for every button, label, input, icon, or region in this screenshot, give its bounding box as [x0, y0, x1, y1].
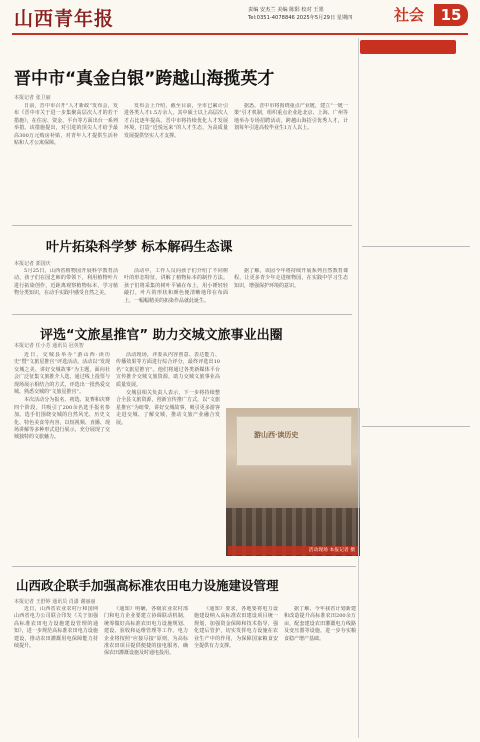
paragraph: 活动中，工作人员向孩子们介绍了不同树叶的形态特征，讲解了植物标本的制作方法。孩子们将采集的树叶平铺在布上，用小锤轻轻敲打，叶片的形状和颜色便清晰地印在布面上，一幅幅精美的拓染作品就此诞生。: [124, 268, 228, 304]
article-2-col-3: [234, 268, 348, 310]
date-line: Tel:0351-4078846 2025年5月29日 星期四: [248, 15, 353, 21]
paragraph: 《通知》明确，各级农业农村部门和电力企业要建立协调联动机制，统筹做好高标准农田电力设施规划、建设、验收和运维管理等工作。电力企业将按照“应接尽接”原则，为高标准农田项目提供便捷的接电服务，确保农田灌溉设施及时通电投用。: [104, 606, 188, 657]
article-4-title: 山西政企联手加强高标准农田电力设施建设管理: [16, 578, 279, 593]
article-3-byline: 本报记者 任小芳 通讯员 冠英智: [14, 343, 84, 349]
sidebar-2-body: [364, 285, 468, 423]
article-2-col-2: [124, 268, 228, 310]
paragraph: 日前，晋中市召开“人才新政”发布会，发布《晋中市关于进一步集聚高层次人才的若干措施》，在住房、资金、平台等方面出台一系列举措。该措施提出，对引进的顶尖人才给予最高300万元购房补贴，对青年人才提供生活补贴和人才公寓保障。: [14, 103, 118, 147]
paragraph: 交城县相关负责人表示，下一步将持续整合全县文旅资源，创新宣传推广方式，以“文旅星推官”为纽带，讲好交城故事，吸引更多游客走进交城、了解交城，推动文旅产业融合发展。: [116, 390, 220, 426]
article-4-col-1: [14, 606, 98, 736]
page-number: 15: [434, 4, 468, 26]
stage-backdrop: [236, 416, 352, 466]
article-1-title: 晋中市“真金白银”跨越山海揽英才: [14, 69, 275, 89]
article-3-col-2: [116, 352, 220, 562]
page-meta: [248, 6, 398, 22]
article-4-col-3: [194, 606, 278, 736]
article-2-col-1: [14, 268, 118, 310]
event-photo: [226, 408, 360, 556]
divider: [12, 314, 352, 315]
article-4-col-4: [284, 606, 356, 736]
article-3-col-1: [14, 352, 110, 562]
article-4-byline: 本报记者 王舒婷 通讯员 肖潇 谢丽丽: [14, 599, 96, 605]
paragraph: 发布会上介绍，截至目前，全市已累计引进各类人才1.5万余人，其中硕士以上高层次人才占比逐年提高。晋中市将持续优化人才发展环境，打造“近悦远来”的人才生态，为高质量发展提供坚实人才支撑。: [124, 103, 228, 139]
paragraph: 近日，交城县举办“游山西·读历史”暨“文旅星推官”评选活动。活动以“发现交城之美、讲好交城故事”为主题，面向社会广泛征集文旅推介人选，通过线上投票与现场展示相结合的方式，评选出一批热爱交城、熟悉交城的“文旅星推官”。: [14, 352, 110, 396]
article-1-byline: 本报记者 张卫丽: [14, 95, 51, 101]
divider: [362, 426, 470, 427]
paragraph: 据悉，晋中市将围绕重点产业链，建立“一链一策”引才机制，组织重点企业赴北京、上海、广州等地举办专场招聘活动，跨越山海招引优秀人才，计划每年引进高校毕业生1万人以上。: [234, 103, 348, 132]
photo-caption: 活动现场 本报记者 摄: [228, 546, 358, 555]
paragraph: 5月25日，山西省植物园开展科学教育活动，孩子们在园艺师的带领下，利用植物叶片进行拓染创作，近距离观察植物标本，学习植物分类知识，在动手实践中感受自然之美。: [14, 268, 118, 297]
sidebar-banner: [360, 40, 456, 54]
paragraph: 《通知》要求，各地要将电力设施建设纳入高标准农田建设项目统一规划，加强资金保障和技术指导，强化建后管护，切实发挥电力设施在农业生产中的作用，为保障国家粮食安全提供有力支撑。: [194, 606, 278, 650]
editor-line: 责编 安杰兰 美编 陈阳 校对 王墨: [248, 7, 324, 13]
divider: [12, 566, 356, 567]
article-3-col-3-top: [226, 352, 356, 404]
newspaper-logo: 山西青年报: [14, 8, 115, 30]
article-2-title: 叶片拓染科学梦 标本解码生态课: [46, 240, 233, 255]
sidebar-divider: [358, 38, 359, 738]
section-name: 社会: [394, 6, 425, 24]
sidebar-1-body: [364, 99, 468, 243]
article-3-title: 评选“文旅星推官” 助力交城文旅事业出圈: [40, 328, 283, 343]
paragraph: 近日，山西省农业农村厅和国网山西省电力公司联合印发《关于加强高标准农田电力设施建设管理的通知》，进一步规范高标准农田电力设施建设，推动农田灌溉用电保障能力持续提升。: [14, 606, 98, 650]
masthead: [0, 0, 480, 38]
article-1-col-1: [14, 103, 118, 221]
article-1-col-3: [234, 103, 348, 221]
masthead-rule: [12, 33, 468, 35]
paragraph: 活动现场，评委从内容创意、表达能力、传播效果等方面进行综合评分，最终评选出10名“文旅星推官”。他们将通过各类新媒体平台宣传推介交城文旅资源，助力交城文旅事业高质量发展。: [116, 352, 220, 388]
article-4-col-2: [104, 606, 188, 736]
divider: [362, 246, 470, 247]
paragraph: 据了解，今年我省计划新建和改造提升高标准农田200余万亩，配套建设农田灌溉电力线路及变压器等设施，进一步夯实粮食稳产增产基础。: [284, 606, 356, 642]
stage-text: 游山西·读历史: [254, 430, 299, 439]
sidebar-3-body: [364, 467, 468, 737]
divider: [12, 225, 352, 226]
paragraph: 据了解，该园今年将持续开展系列自然教育课程，让更多青少年走进植物园，在实践中学习生态知识，增强保护环境的意识。: [234, 268, 348, 289]
article-1-col-2: [124, 103, 228, 221]
article-2-byline: 本报记者 郭国庆: [14, 261, 51, 267]
paragraph: 本次活动分为报名、初选、复赛和决赛四个阶段，共吸引了200余名选手报名参加。选手们围绕交城的自然风光、历史文化、特色美食等内容，以短视频、直播、现场讲解等多种形式进行展示，充分展现了交城独特的文旅魅力。: [14, 397, 110, 441]
